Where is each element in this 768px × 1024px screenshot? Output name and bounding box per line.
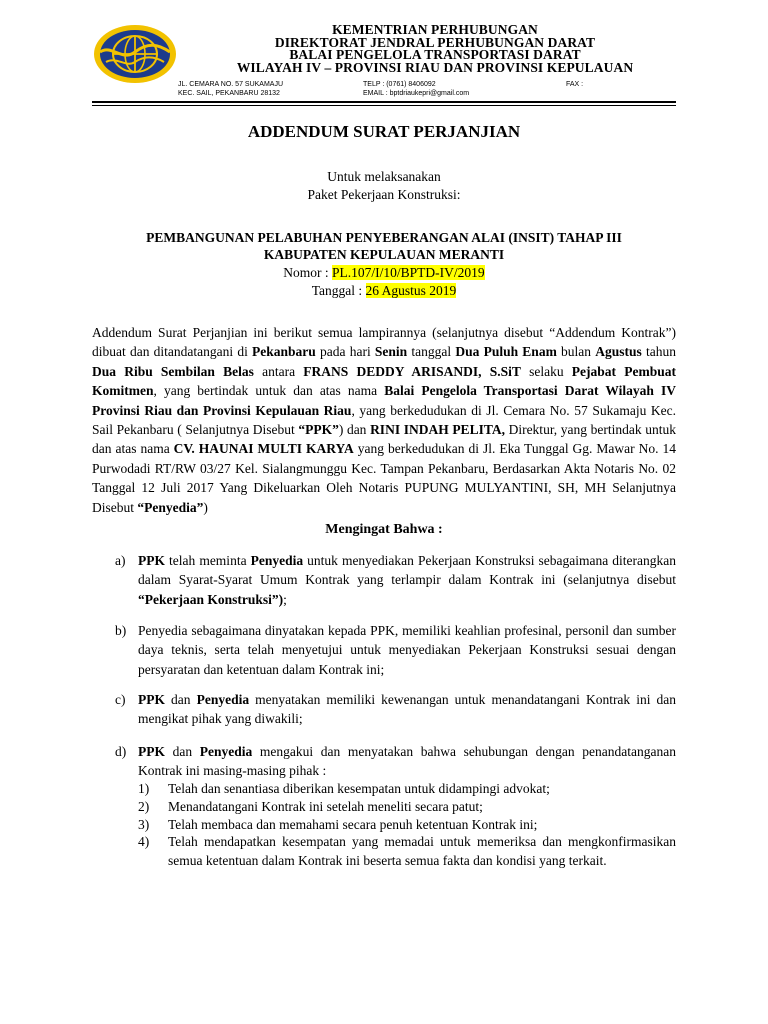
clause-b bbox=[115, 621, 676, 679]
sub-item-text: Menandatangani Kontrak ini setelah meneliti secara patut; bbox=[168, 799, 483, 814]
sub-item-marker: 1) bbox=[138, 781, 150, 796]
letterhead-directorate: DIREKTORAT JENDRAL PERHUBUNGAN DARAT bbox=[274, 34, 596, 50]
sub-item-text: Telah dan senantiasa diberikan kesempatan untuk didampingi advokat; bbox=[168, 781, 550, 796]
fax: FAX : bbox=[566, 81, 584, 88]
clause-marker: b) bbox=[115, 623, 127, 638]
clause-text: Penyedia sebagaimana dinyatakan kepada PPK, memiliki keahlian profesinal, personil dan sumber daya teknis, serta telah menyetujui untuk menyediakan Pekerjaan Konstruksi sesuai dengan persyaratan dan ketentuan dalam Kontrak ini; bbox=[138, 623, 676, 677]
sub-item-4 bbox=[138, 832, 676, 870]
section-heading: Mengingat Bahwa : bbox=[325, 522, 443, 537]
project-name-line-1: PEMBANGUNAN PELABUHAN PENYEBERANGAN ALAI (INSIT) TAHAP III bbox=[146, 230, 622, 245]
sub-item-marker: 2) bbox=[138, 799, 150, 814]
sub-item-text: Telah mendapatkan kesempatan yang memadai untuk memeriksa dan mengkonfirmasikan semua ketentuan dalam Kontrak ini beserta semua fakta dan kondisi yang terkait. bbox=[168, 834, 676, 868]
clause-marker: c) bbox=[115, 692, 126, 707]
opening-paragraph: Addendum Surat Perjanjian ini berikut semua lampirannya (selanjutnya disebut “Addendum Kontrak”) dibuat dan ditandatangani di Pekanbaru pada hari Senin tanggal Dua Puluh Enam bulan Agustus tahun Dua Ribu Sembilan Belas antara FRANS DEDDY ARISANDI, S.SiT selaku Pejabat Pembuat Komitmen, yang bertindak untuk dan atas nama Balai Pengelola Transportasi Darat Wilayah IV Provinsi Riau dan Provinsi Kepulauan Riau, yang berkedudukan di Jl. Cemara No. 57 Sukamaju Kec. Sail Pekanbaru ( Selanjutnya Disebut “PPK”) dan RINI INDAH PELITA, Direktur, yang bertindak untuk dan atas nama CV. HAUNAI MULTI KARYA yang berkedudukan di Jl. Eka Tunggal Gg. Mawar No. 14 Purwodadi RT/RW 03/27 Kel. Sialangmunggu Kec. Tampan Pekanbaru, Berdasarkan Akta Notaris No. 02 Tanggal 12 Juli 2017 Yang Dikeluarkan Oleh Notaris PUPUNG MULYANTINI, SH, MH Selanjutnya Disebut “Penyedia”) bbox=[92, 325, 677, 515]
telp: TELP : (0761) 8406092 bbox=[363, 81, 436, 88]
letterhead-ministry: KEMENTRIAN PERHUBUNGAN bbox=[332, 22, 538, 37]
letterhead-divider bbox=[92, 101, 676, 103]
tanggal-value: 26 Agustus 2019 bbox=[365, 283, 457, 298]
letterhead-region: WILAYAH IV – PROVINSI RIAU DAN PROVINSI KEPULAUAN bbox=[236, 59, 634, 75]
intro-line-1: Untuk melaksanakan bbox=[327, 169, 441, 184]
contract-number bbox=[0, 264, 768, 281]
email: EMAIL : bptdriaukepri@gmail.com bbox=[363, 90, 470, 97]
clause-a bbox=[115, 551, 676, 609]
contact-block bbox=[363, 80, 469, 98]
letterhead bbox=[185, 24, 685, 74]
letterhead-divider-thin bbox=[92, 105, 676, 106]
tanggal-label: Tanggal : bbox=[311, 283, 366, 298]
clause-text: PPK dan Penyedia menyatakan memiliki kewenangan untuk menandatangani Kontrak ini dan mengikat pihak yang diwakili; bbox=[138, 692, 676, 727]
sub-item-1 bbox=[138, 779, 676, 798]
nomor-value: PL.107/I/10/BPTD-IV/2019 bbox=[332, 265, 485, 280]
sub-item-text: Telah membaca dan memahami secara penuh ketentuan Kontrak ini; bbox=[168, 817, 538, 832]
contract-date bbox=[0, 282, 768, 299]
document-title: ADDENDUM SURAT PERJANJIAN bbox=[247, 122, 521, 141]
clause-text: PPK dan Penyedia mengakui dan menyatakan bahwa sehubungan dengan penandatanganan Kontrak ini masing-masing pihak : bbox=[138, 744, 676, 779]
sub-item-marker: 4) bbox=[138, 834, 150, 849]
ministry-logo bbox=[92, 22, 178, 86]
intro-line-2: Paket Pekerjaan Konstruksi: bbox=[307, 187, 461, 202]
address-line-2: KEC. SAIL, PEKANBARU 28132 bbox=[178, 90, 280, 97]
project-name-line-2: KABUPATEN KEPULAUAN MERANTI bbox=[263, 247, 505, 262]
clause-marker: d) bbox=[115, 744, 127, 759]
nomor-label: Nomor : bbox=[283, 265, 333, 280]
clause-d bbox=[115, 742, 676, 781]
sub-item-marker: 3) bbox=[138, 817, 150, 832]
clause-marker: a) bbox=[115, 553, 126, 568]
clause-text: PPK telah meminta Penyedia untuk menyediakan Pekerjaan Konstruksi sebagaimana diterangkan dalam Syarat-Syarat Umum Kontrak yang terlampir dalam Kontrak ini (selanjutnya disebut “Pekerjaan Konstruksi”); bbox=[138, 553, 676, 607]
letterhead-agency: BALAI PENGELOLA TRANSPORTASI DARAT bbox=[289, 47, 581, 62]
clause-c bbox=[115, 690, 676, 729]
address-block bbox=[178, 80, 283, 98]
address-line-1: JL. CEMARA NO. 57 SUKAMAJU bbox=[178, 81, 284, 88]
sub-item-2 bbox=[138, 797, 676, 816]
